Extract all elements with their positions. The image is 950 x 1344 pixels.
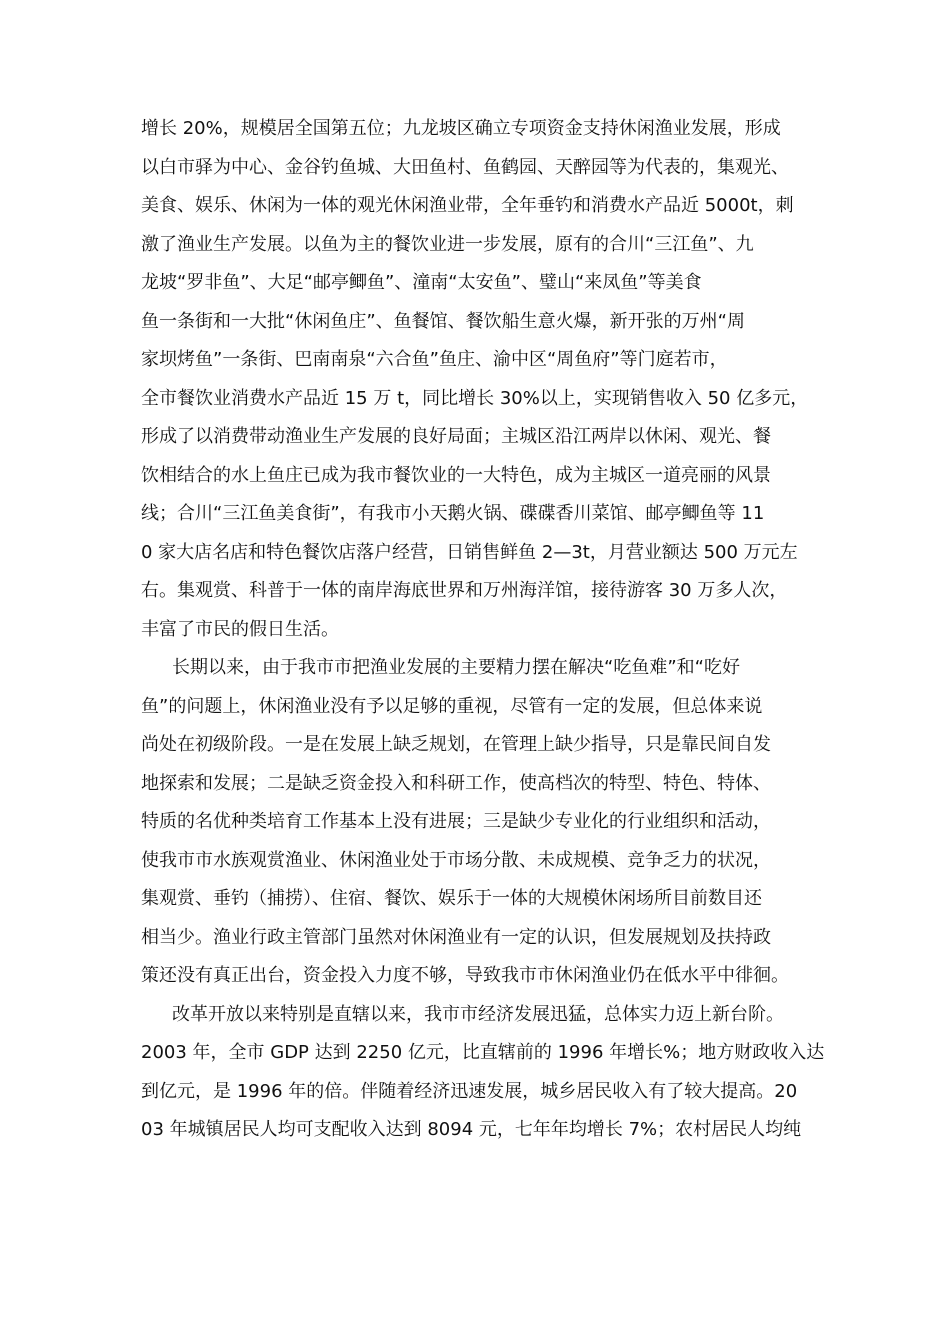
text-line: 线；合川“三江鱼美食街”，有我市小天鹅火锅、碟碟香川菜馆、邮亭鲫鱼等 11 [141,503,765,524]
text-line: 激了渔业生产发展。以鱼为主的餐饮业进一步发展，原有的合川“三江鱼”、九 [141,233,754,255]
text-line: 鱼”的问题上，休闲渔业没有予以足够的重视，尽管有一定的发展，但总体来说 [141,695,763,717]
text-line: 饮相结合的水上鱼庄已成为我市餐饮业的一大特色，成为主城区一道亮丽的风景 [141,464,771,486]
text-line: 龙坡“罗非鱼”、大足“邮亭鲫鱼”、潼南“太安鱼”、璧山“来凤鱼”等美食 [141,272,702,293]
text-line: 家坝烤鱼”一条街、巴南南泉“六合鱼”鱼庄、渝中区“周鱼府”等门庭若市， [141,349,728,370]
text-line: 2003 年，全市 GDP 达到 2250 亿元，比直辖前的 1996 年增长%；地方财政收入达 [141,1042,825,1063]
text-line: 03 年城镇居民人均可支配收入达到 8094 元，七年年均增长 7%；农村居民人均纯 [141,1119,802,1140]
text-line: 地探索和发展；二是缺乏资金投入和科研工作，使高档次的特型、特色、特体、 [141,772,771,794]
text-line: 长期以来，由于我市市把渔业发展的主要精力摆在解决“吃鱼难”和“吃好 [172,657,740,678]
text-line: 右。集观赏、科普于一体的南岸海底世界和万州海洋馆，接待游客 30 万多人次， [141,580,788,601]
paragraph [141,649,831,996]
paragraph [141,110,831,649]
text-line: 改革开放以来特别是直辖以来，我市市经济发展迅猛，总体实力迈上新台阶。 [172,1003,784,1025]
text-line: 丰富了市民的假日生活。 [141,618,339,640]
text-line: 以白市驿为中心、金谷钓鱼城、大田鱼村、鱼鹤园、天醉园等为代表的，集观光、 [141,156,789,178]
text-line: 0 家大店名店和特色餐饮店落户经营，日销售鲜鱼 2—3t，月营业额达 500 万元左 [141,541,798,563]
text-line: 到亿元，是 1996 年的倍。伴随着经济迅速发展，城乡居民收入有了较大提高。20 [141,1080,798,1102]
text-line: 集观赏、垂钓（捕捞）、住宿、餐饮、娱乐于一体的大规模休闲场所目前数目还 [141,888,762,909]
text-line: 策还没有真正出台，资金投入力度不够，导致我市市休闲渔业仍在低水平中徘徊。 [141,965,789,986]
text-line: 特质的名优种类培育工作基本上没有进展；三是缺少专业化的行业组织和活动， [141,811,771,832]
text-line: 形成了以消费带动渔业生产发展的良好局面；主城区沿江两岸以休闲、观光、餐 [141,426,771,447]
text-line: 增长 20%，规模居全国第五位；九龙坡区确立专项资金支持休闲渔业发展，形成 [141,118,781,139]
text-line: 相当少。渔业行政主管部门虽然对休闲渔业有一定的认识，但发展规划及扶持政 [141,926,771,948]
text-line: 尚处在初级阶段。一是在发展上缺乏规划，在管理上缺少指导，只是靠民间自发 [141,734,771,755]
body-text [141,110,831,1150]
text-line: 鱼一条街和一大批“休闲鱼庄”、鱼餐馆、餐饮船生意火爆，新开张的万州“周 [141,310,745,332]
text-line: 全市餐饮业消费水产品近 15 万 t，同比增长 30%以上，实现销售收入 50 亿多元， [141,387,809,409]
text-line: 使我市市水族观赏渔业、休闲渔业处于市场分散、未成规模、竞争乏力的状况， [141,849,771,871]
paragraph [141,996,831,1150]
text-line: 美食、娱乐、休闲为一体的观光休闲渔业带，全年垂钓和消费水产品近 5000t，刺 [141,195,794,216]
